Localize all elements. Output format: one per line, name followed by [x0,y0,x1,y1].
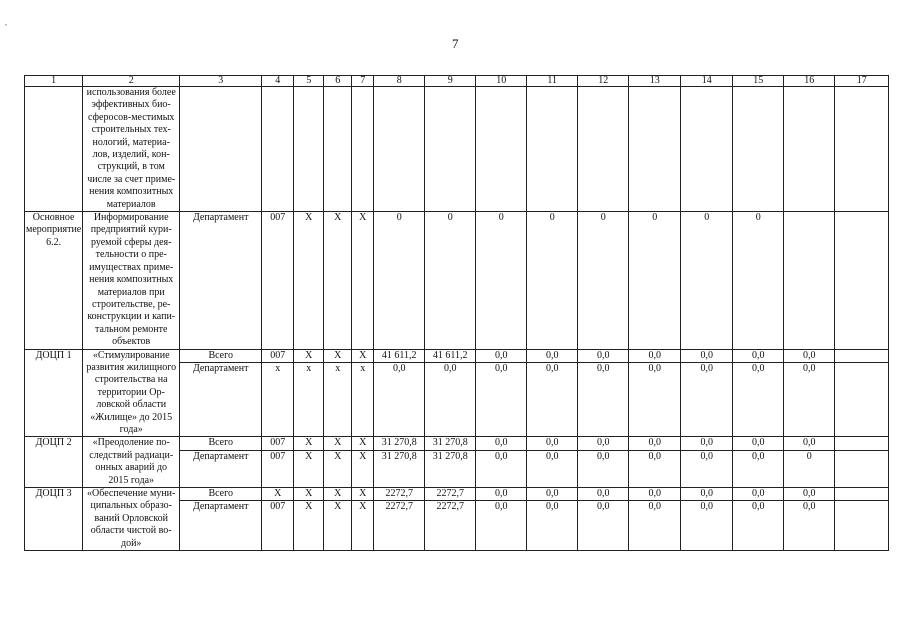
value-cell: X [294,450,324,487]
header-cell: 5 [294,76,324,87]
value-cell: 0,0 [733,488,784,501]
value-cell: 0,0 [527,349,578,363]
executor: Департамент [180,363,262,437]
value-cell: 41 611,2 [374,349,425,363]
executor: Всего [180,349,262,363]
value-cell: 0,0 [476,363,527,437]
event-description: Информирование предприятий кури-руемой сферы дея-тельности о пре-имуществах приме-нения композитных материалов при строительстве, ре-конструкции и капи-тальном ремонте объектов [83,212,180,349]
value-cell [835,450,889,487]
value-cell: 0,0 [733,363,784,437]
value-cell: 2272,7 [374,501,425,551]
value-cell: 007 [262,212,294,349]
header-cell: 7 [352,76,374,87]
value-cell: 0,0 [476,501,527,551]
executor: Всего [180,437,262,450]
value-cell: 0,0 [681,437,733,450]
value-cell: 007 [262,450,294,487]
value-cell [835,501,889,551]
header-cell: 12 [578,76,629,87]
value-cell: X [324,450,352,487]
value-cell: 0 [578,212,629,349]
value-cell: X [294,488,324,501]
value-cell: X [324,437,352,450]
value-cell [835,212,889,349]
header-cell: 6 [324,76,352,87]
value-cell: 0,0 [629,501,681,551]
value-cell: X [294,437,324,450]
value-cell: 007 [262,437,294,450]
value-cell: 2272,7 [425,501,476,551]
continuation-text: использования более эффективных био-сферосов-местимых строительных тех-нологий, материа-лов, изделий, кон-струкций, в том числе за счет приме-нения композитных материалов [83,87,180,212]
value-cell: 0 [425,212,476,349]
value-cell [835,349,889,363]
cell [784,87,835,212]
cell [324,87,352,212]
value-cell: 0,0 [578,488,629,501]
value-cell: 0,0 [425,363,476,437]
value-cell: 0 [629,212,681,349]
value-cell: X [294,501,324,551]
value-cell: 31 270,8 [374,437,425,450]
header-cell: 1 [25,76,83,87]
executor: Департамент [180,212,262,349]
value-cell: x [324,363,352,437]
header-cell: 11 [527,76,578,87]
header-cell: 8 [374,76,425,87]
value-cell: 0,0 [784,501,835,551]
value-cell: X [352,212,374,349]
header-cell: 9 [425,76,476,87]
cell [294,87,324,212]
value-cell: 0,0 [578,349,629,363]
value-cell: 0,0 [527,437,578,450]
value-cell [835,488,889,501]
cell [425,87,476,212]
value-cell: 0,0 [733,501,784,551]
program-code: ДОЦП 1 [25,349,83,437]
value-cell: X [294,212,324,349]
value-cell: 0 [733,212,784,349]
program-code: ДОЦП 3 [25,488,83,551]
value-cell: X [324,212,352,349]
value-cell: 2272,7 [425,488,476,501]
value-cell: 31 270,8 [425,437,476,450]
value-cell: X [324,488,352,501]
value-cell: 0,0 [629,450,681,487]
value-cell: 0,0 [784,488,835,501]
value-cell: 0,0 [476,450,527,487]
value-cell: 0,0 [374,363,425,437]
value-cell: X [324,349,352,363]
header-cell: 17 [835,76,889,87]
header-cell: 16 [784,76,835,87]
value-cell: 31 270,8 [374,450,425,487]
value-cell: 007 [262,349,294,363]
value-cell: X [352,349,374,363]
cell [629,87,681,212]
cell [262,87,294,212]
value-cell: 0,0 [578,450,629,487]
cell [180,87,262,212]
header-cell: 2 [83,76,180,87]
cell [352,87,374,212]
program-row-total [25,437,889,450]
header-cell: 3 [180,76,262,87]
page-number: 7 [452,36,459,51]
value-cell: 0,0 [681,450,733,487]
program-code: ДОЦП 2 [25,437,83,488]
header-cell: 13 [629,76,681,87]
value-cell: 0,0 [527,450,578,487]
cell [681,87,733,212]
value-cell: 0,0 [681,349,733,363]
value-cell: 0,0 [681,363,733,437]
cell [733,87,784,212]
value-cell: X [294,349,324,363]
cell [527,87,578,212]
value-cell: 0,0 [476,488,527,501]
header-cell: 14 [681,76,733,87]
program-row-total [25,488,889,501]
value-cell: 0,0 [784,437,835,450]
value-cell: 0,0 [784,349,835,363]
value-cell: 0 [374,212,425,349]
header-cell: 10 [476,76,527,87]
value-cell: 31 270,8 [425,450,476,487]
event-label: Основное мероприятие 6.2. [25,212,83,349]
value-cell: x [352,363,374,437]
executor: Департамент [180,501,262,551]
value-cell: 0,0 [629,349,681,363]
value-cell: 0,0 [527,501,578,551]
column-number-row [25,76,889,87]
value-cell: X [352,488,374,501]
value-cell: 0,0 [681,488,733,501]
value-cell: 0,0 [733,450,784,487]
executor: Всего [180,488,262,501]
scan-corner-mark: , [5,18,7,27]
value-cell: 0 [784,450,835,487]
value-cell [784,212,835,349]
budget-table [24,75,889,551]
value-cell: 0,0 [578,501,629,551]
value-cell: 0,0 [629,437,681,450]
value-cell: x [262,363,294,437]
value-cell: 2272,7 [374,488,425,501]
executor: Департамент [180,450,262,487]
value-cell: X [352,501,374,551]
value-cell: 0 [476,212,527,349]
value-cell: 41 611,2 [425,349,476,363]
program-description: «Обеспечение муни-ципальных образо-ваний Орловской области чистой во-дой» [83,488,180,551]
program-description: «Стимулирование развития жилищного строительства на территории Ор-ловской области «Жилище» до 2015 года» [83,349,180,437]
value-cell: 0 [527,212,578,349]
event-6-2-row [25,212,889,349]
cell [476,87,527,212]
program-row-total [25,349,889,363]
value-cell [835,437,889,450]
cell [835,87,889,212]
value-cell: X [352,450,374,487]
cell [25,87,83,212]
value-cell: X [352,437,374,450]
value-cell [835,363,889,437]
value-cell: 0 [681,212,733,349]
value-cell: 0,0 [629,363,681,437]
value-cell: 0,0 [527,363,578,437]
value-cell: 0,0 [578,363,629,437]
value-cell: x [294,363,324,437]
value-cell: 0,0 [733,437,784,450]
value-cell: 0,0 [578,437,629,450]
value-cell: 0,0 [733,349,784,363]
value-cell: 0,0 [527,488,578,501]
value-cell: X [262,488,294,501]
header-cell: 4 [262,76,294,87]
program-description: «Преодоление по-следствий радиаци-онных аварий до 2015 года» [83,437,180,488]
cell [374,87,425,212]
header-cell: 15 [733,76,784,87]
continuation-row [25,87,889,212]
value-cell: 007 [262,501,294,551]
cell [578,87,629,212]
value-cell: 0,0 [681,501,733,551]
value-cell: 0,0 [476,437,527,450]
value-cell: 0,0 [476,349,527,363]
value-cell: 0,0 [629,488,681,501]
value-cell: X [324,501,352,551]
value-cell: 0,0 [784,363,835,437]
